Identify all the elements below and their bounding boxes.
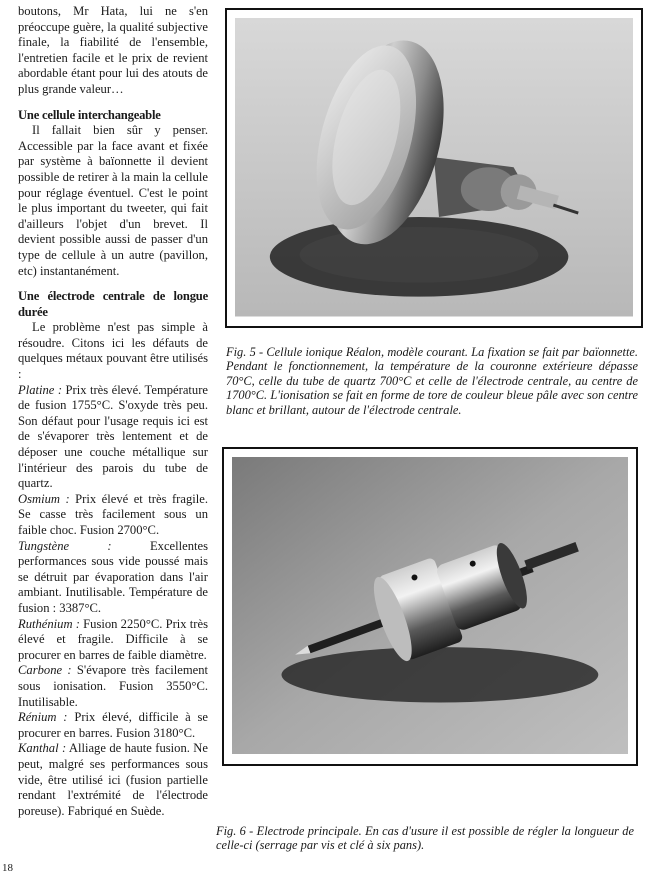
metal-entry-osmium — [18, 492, 208, 539]
metal-entry-kanthal — [18, 741, 208, 819]
intro-paragraph: boutons, Mr Hata, lui ne s'en préoccupe guère, la qualité subjective finale, la fiabilité de l'ensemble, l'entretien facile et le prix de revient abordable étant pour lui des atouts de plus grande valeur… — [18, 4, 208, 96]
metal-name: Tungstène : — [18, 538, 112, 553]
metal-text: Fusion 2250°C. Prix très élevé et fragile. Difficile à se procurer en barres de faible diamètre. — [18, 616, 208, 662]
metal-text: Prix très élevé. Température de fusion 1755°C. S'oxyde très peu. Son défaut pour l'usage requis ici est de s'évaporer très lentement et de déposer une couche métallique sur l'intérieur des parois du tube de quartz. — [18, 382, 208, 491]
section-intro-electrode: Le problème n'est pas simple à résoudre. Citons ici les défauts de quelques métaux pouvant être utilisés : — [18, 320, 208, 382]
figure-6-photo — [222, 447, 638, 766]
metal-text: Alliage de haute fusion. Ne peut, malgré ses performances sous vide, être utilisé ici (fusion partielle rendant l'extrémité de l'électrode poreuse). Fabriqué en Suède. — [18, 741, 208, 818]
electrode-image — [232, 457, 628, 754]
metal-entry-renium — [18, 710, 208, 741]
section-heading-cell: Une cellule interchangeable — [18, 107, 161, 122]
metal-name: Osmium : — [18, 491, 70, 506]
page-number: 18 — [2, 862, 13, 874]
metal-name: Ruthénium : — [18, 616, 80, 631]
left-column — [18, 4, 208, 819]
section-heading-electrode: Une électrode centrale de longue durée — [18, 289, 208, 319]
metal-entry-carbone — [18, 663, 208, 710]
metal-name: Platine : — [18, 382, 63, 397]
metal-text: Prix élevé, difficile à se procurer en barres. Fusion 3180°C. — [18, 710, 209, 740]
metal-entry-ruthenium — [18, 617, 208, 664]
metal-name: Carbone : — [18, 663, 72, 678]
metal-text: S'évapore très facilement sous ionisation. Fusion 3550°C. Inutilisable. — [18, 663, 209, 709]
metal-text: Excellentes performances sous vide poussé mais se détruit par évaporation dans l'air ambiant. Inutilisable. Température de fusion : 3387°C. — [18, 538, 208, 615]
figure-6-caption: Fig. 6 - Electrode principale. En cas d'usure il est possible de régler la longueur de celle-ci (serrage par vis et clé à six pans). — [216, 824, 634, 853]
metal-name: Rénium : — [18, 710, 68, 725]
section-text-cell: Il fallait bien sûr y penser. Accessible par la face avant et fixée par système à baïonnette il devient possible de retirer à la main la cellule pour réglage éventuel. C'est le point le plus important du tweeter, qui fait d'ailleurs l'objet d'un brevet. Il devient possible aussi de passer d'un type de cellule à un autre (pavillon, etc) instantanément. — [18, 123, 208, 278]
ionic-cell-image — [235, 18, 633, 317]
figure-5-caption: Fig. 5 - Cellule ionique Réalon, modèle courant. La fixation se fait par baïonnette. Pendant le fonctionnement, la température de la couronne extérieure dépasse 70°C, celle du tube de quartz 700°C et celle de l'électrode centrale, au centre de 1700°C. L'ionisation se fait en forme de tore de couleur bleue pâle avec son centre blanc et brillant, autour de l'électrode centrale. — [226, 345, 638, 417]
metal-name: Kanthal : — [18, 741, 67, 756]
metal-text: Prix élevé et très fragile. Se casse très facilement sous un faible choc. Fusion 2700°C. — [18, 491, 208, 537]
metal-entry-tungstene — [18, 539, 208, 617]
figure-5-photo — [225, 8, 643, 328]
metal-entry-platine — [18, 383, 208, 492]
